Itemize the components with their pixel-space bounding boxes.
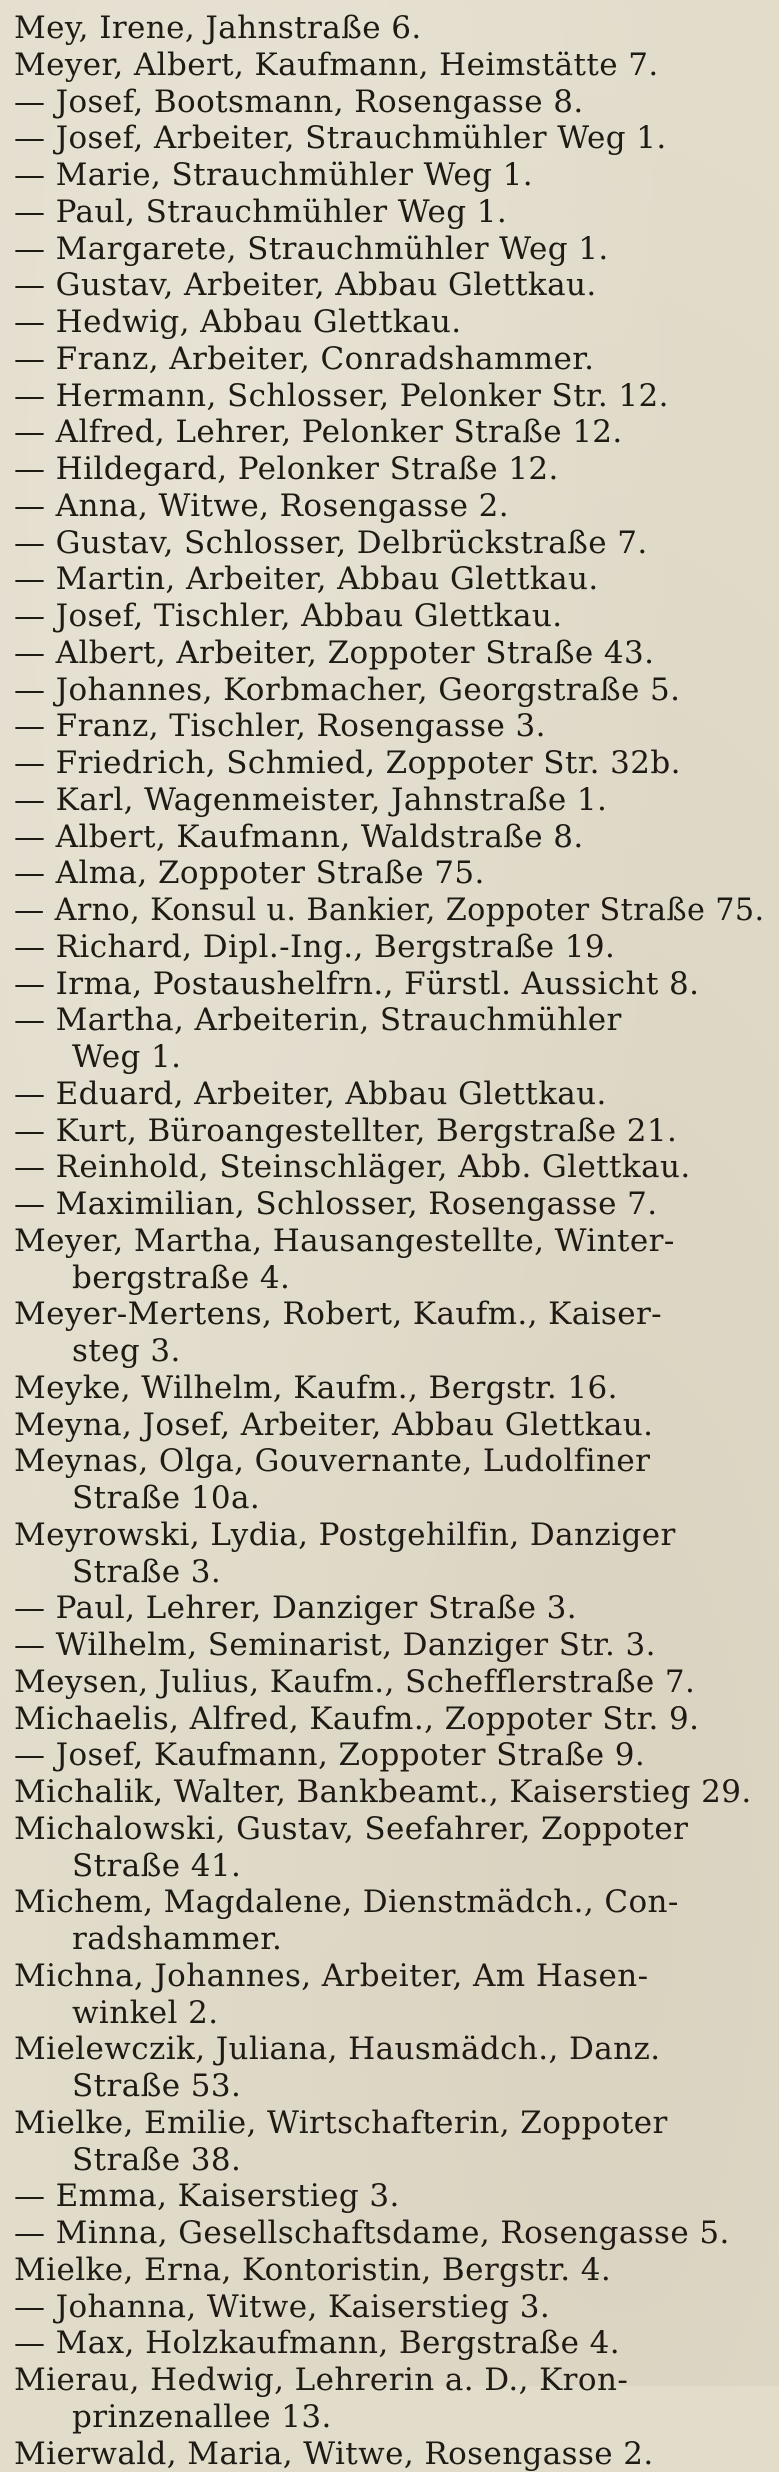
entry-line: Michalik, Walter, Bankbeamt., Kaiserstieg 29. (14, 1774, 765, 1811)
entry-line: — Franz, Arbeiter, Conradshammer. (14, 341, 765, 378)
entry-line: — Eduard, Arbeiter, Abbau Glettkau. (14, 1076, 765, 1113)
entry-continuation-line: Weg 1. (14, 1039, 765, 1076)
entry-line: — Franz, Tischler, Rosengasse 3. (14, 708, 765, 745)
directory-entry (14, 598, 765, 635)
directory-entry (14, 157, 765, 194)
directory-entry (14, 1443, 765, 1517)
directory-entry (14, 1958, 765, 2032)
entry-line: — Minna, Gesellschaftsdame, Rosengasse 5. (14, 2215, 765, 2252)
entry-line: Meyke, Wilhelm, Kaufm., Bergstr. 16. (14, 1370, 765, 1407)
directory-entry (14, 2178, 765, 2215)
entry-line: — Wilhelm, Seminarist, Danziger Str. 3. (14, 1627, 765, 1664)
directory-entry (14, 2325, 765, 2362)
directory-entry (14, 1407, 765, 1444)
directory-entry (14, 561, 765, 598)
entry-line: Meyna, Josef, Arbeiter, Abbau Glettkau. (14, 1407, 765, 1444)
entry-line: — Marie, Strauchmühler Weg 1. (14, 157, 765, 194)
entry-line: — Kurt, Büroangestellter, Bergstraße 21. (14, 1113, 765, 1150)
directory-entry (14, 1517, 765, 1591)
directory-entry (14, 966, 765, 1003)
directory-entry (14, 194, 765, 231)
entry-line: — Hermann, Schlosser, Pelonker Str. 12. (14, 378, 765, 415)
directory-entry (14, 1296, 765, 1370)
entry-line: Mierwald, Maria, Witwe, Rosengasse 2. (14, 2436, 765, 2472)
directory-entry (14, 47, 765, 84)
directory-entry (14, 819, 765, 856)
directory-entry (14, 1774, 765, 1811)
entry-continuation-line: Straße 10a. (14, 1480, 765, 1517)
directory-entry (14, 1370, 765, 1407)
directory-entry (14, 1737, 765, 1774)
directory-entry (14, 341, 765, 378)
entry-line: Meynas, Olga, Gouvernante, Ludolfiner (14, 1443, 765, 1480)
entry-line: — Anna, Witwe, Rosengasse 2. (14, 488, 765, 525)
entry-line: — Richard, Dipl.-Ing., Bergstraße 19. (14, 929, 765, 966)
entry-line: Michaelis, Alfred, Kaufm., Zoppoter Str. 9. (14, 1701, 765, 1738)
directory-entry (14, 1223, 765, 1297)
directory-entry (14, 782, 765, 819)
entry-continuation-line: bergstraße 4. (14, 1260, 765, 1297)
entry-line: — Josef, Bootsmann, Rosengasse 8. (14, 84, 765, 121)
entry-line: — Johannes, Korbmacher, Georgstraße 5. (14, 672, 765, 709)
entry-line: — Johanna, Witwe, Kaiserstieg 3. (14, 2289, 765, 2326)
entry-line: — Arno, Konsul u. Bankier, Zoppoter Straße 75. (14, 892, 746, 929)
directory-entry (14, 1664, 765, 1701)
entry-line: — Paul, Strauchmühler Weg 1. (14, 194, 765, 231)
entry-line: — Hildegard, Pelonker Straße 12. (14, 451, 765, 488)
entry-line: Meyer, Albert, Kaufmann, Heimstätte 7. (14, 47, 765, 84)
entry-line: — Maximilian, Schlosser, Rosengasse 7. (14, 1186, 765, 1223)
directory-entry (14, 1186, 765, 1223)
directory-entry (14, 378, 765, 415)
entry-line: — Martha, Arbeiterin, Strauchmühler (14, 1002, 765, 1039)
entry-line: Michalowski, Gustav, Seefahrer, Zoppoter (14, 1811, 765, 1848)
directory-entry (14, 1002, 765, 1076)
entry-line: — Karl, Wagenmeister, Jahnstraße 1. (14, 782, 765, 819)
directory-entry (14, 2252, 765, 2289)
directory-entry (14, 2105, 765, 2179)
entry-line: Meyrowski, Lydia, Postgehilfin, Danziger (14, 1517, 765, 1554)
directory-entry (14, 2436, 765, 2472)
entry-line: — Josef, Arbeiter, Strauchmühler Weg 1. (14, 120, 765, 157)
entry-continuation-line: Straße 53. (14, 2068, 765, 2105)
entry-line: — Margarete, Strauchmühler Weg 1. (14, 231, 765, 268)
directory-entry (14, 708, 765, 745)
entry-line: — Reinhold, Steinschläger, Abb. Glettkau. (14, 1149, 765, 1186)
directory-entry (14, 635, 765, 672)
entry-continuation-line: Straße 41. (14, 1848, 765, 1885)
entry-line: Michem, Magdalene, Dienstmädch., Con- (14, 1884, 765, 1921)
directory-entry (14, 1076, 765, 1113)
directory-entry (14, 1884, 765, 1958)
entry-line: Meyer, Martha, Hausangestellte, Winter- (14, 1223, 765, 1260)
entry-line: Mielke, Emilie, Wirtschafterin, Zoppoter (14, 2105, 765, 2142)
entry-continuation-line: steg 3. (14, 1333, 765, 1370)
directory-entry (14, 1701, 765, 1738)
entry-continuation-line: radshammer. (14, 1921, 765, 1958)
directory-entry (14, 855, 765, 892)
entry-line: — Josef, Kaufmann, Zoppoter Straße 9. (14, 1737, 765, 1774)
entry-line: — Gustav, Arbeiter, Abbau Glettkau. (14, 267, 765, 304)
directory-entry (14, 672, 765, 709)
entry-line: Mey, Irene, Jahnstraße 6. (14, 10, 765, 47)
directory-entry (14, 84, 765, 121)
directory-entry (14, 2289, 765, 2326)
directory-entry (14, 2215, 765, 2252)
entry-continuation-line: Straße 38. (14, 2142, 765, 2179)
directory-entry (14, 1627, 765, 1664)
directory-entry (14, 451, 765, 488)
directory-entry (14, 1149, 765, 1186)
directory-entry (14, 414, 765, 451)
entry-line: — Gustav, Schlosser, Delbrückstraße 7. (14, 525, 765, 562)
entry-continuation-line: Straße 3. (14, 1554, 765, 1591)
entry-line: — Albert, Kaufmann, Waldstraße 8. (14, 819, 765, 856)
directory-entry (14, 2362, 765, 2436)
directory-entry (14, 929, 765, 966)
directory-entry (14, 892, 765, 929)
directory-entry (14, 10, 765, 47)
entry-line: Meysen, Julius, Kaufm., Schefflerstraße 7. (14, 1664, 765, 1701)
entry-line: Michna, Johannes, Arbeiter, Am Hasen- (14, 1958, 765, 1995)
entry-line: — Josef, Tischler, Abbau Glettkau. (14, 598, 765, 635)
entry-line: — Martin, Arbeiter, Abbau Glettkau. (14, 561, 765, 598)
directory-entry (14, 525, 765, 562)
entry-line: Mierau, Hedwig, Lehrerin a. D., Kron- (14, 2362, 765, 2399)
entry-line: — Irma, Postaushelfrn., Fürstl. Aussicht 8. (14, 966, 765, 1003)
entry-line: Mielke, Erna, Kontoristin, Bergstr. 4. (14, 2252, 765, 2289)
entry-line: — Paul, Lehrer, Danziger Straße 3. (14, 1590, 765, 1627)
entry-line: — Albert, Arbeiter, Zoppoter Straße 43. (14, 635, 765, 672)
entry-line: — Alfred, Lehrer, Pelonker Straße 12. (14, 414, 765, 451)
entry-line: Mielewczik, Juliana, Hausmädch., Danz. (14, 2031, 765, 2068)
directory-entry (14, 1113, 765, 1150)
entry-continuation-line: winkel 2. (14, 1995, 765, 2032)
entry-line: — Friedrich, Schmied, Zoppoter Str. 32b. (14, 745, 765, 782)
entry-continuation-line: prinzenallee 13. (14, 2399, 765, 2436)
directory-entry (14, 2031, 765, 2105)
directory-entry (14, 231, 765, 268)
directory-entry (14, 267, 765, 304)
entry-line: — Hedwig, Abbau Glettkau. (14, 304, 765, 341)
entry-line: — Emma, Kaiserstieg 3. (14, 2178, 765, 2215)
directory-entry (14, 745, 765, 782)
directory-entry (14, 488, 765, 525)
entry-line: — Max, Holzkaufmann, Bergstraße 4. (14, 2325, 765, 2362)
directory-entry (14, 120, 765, 157)
address-list (14, 10, 765, 2472)
entry-line: Meyer-Mertens, Robert, Kaufm., Kaiser- (14, 1296, 765, 1333)
directory-entry (14, 304, 765, 341)
directory-entry (14, 1590, 765, 1627)
entry-line: — Alma, Zoppoter Straße 75. (14, 855, 765, 892)
directory-entry (14, 1811, 765, 1885)
